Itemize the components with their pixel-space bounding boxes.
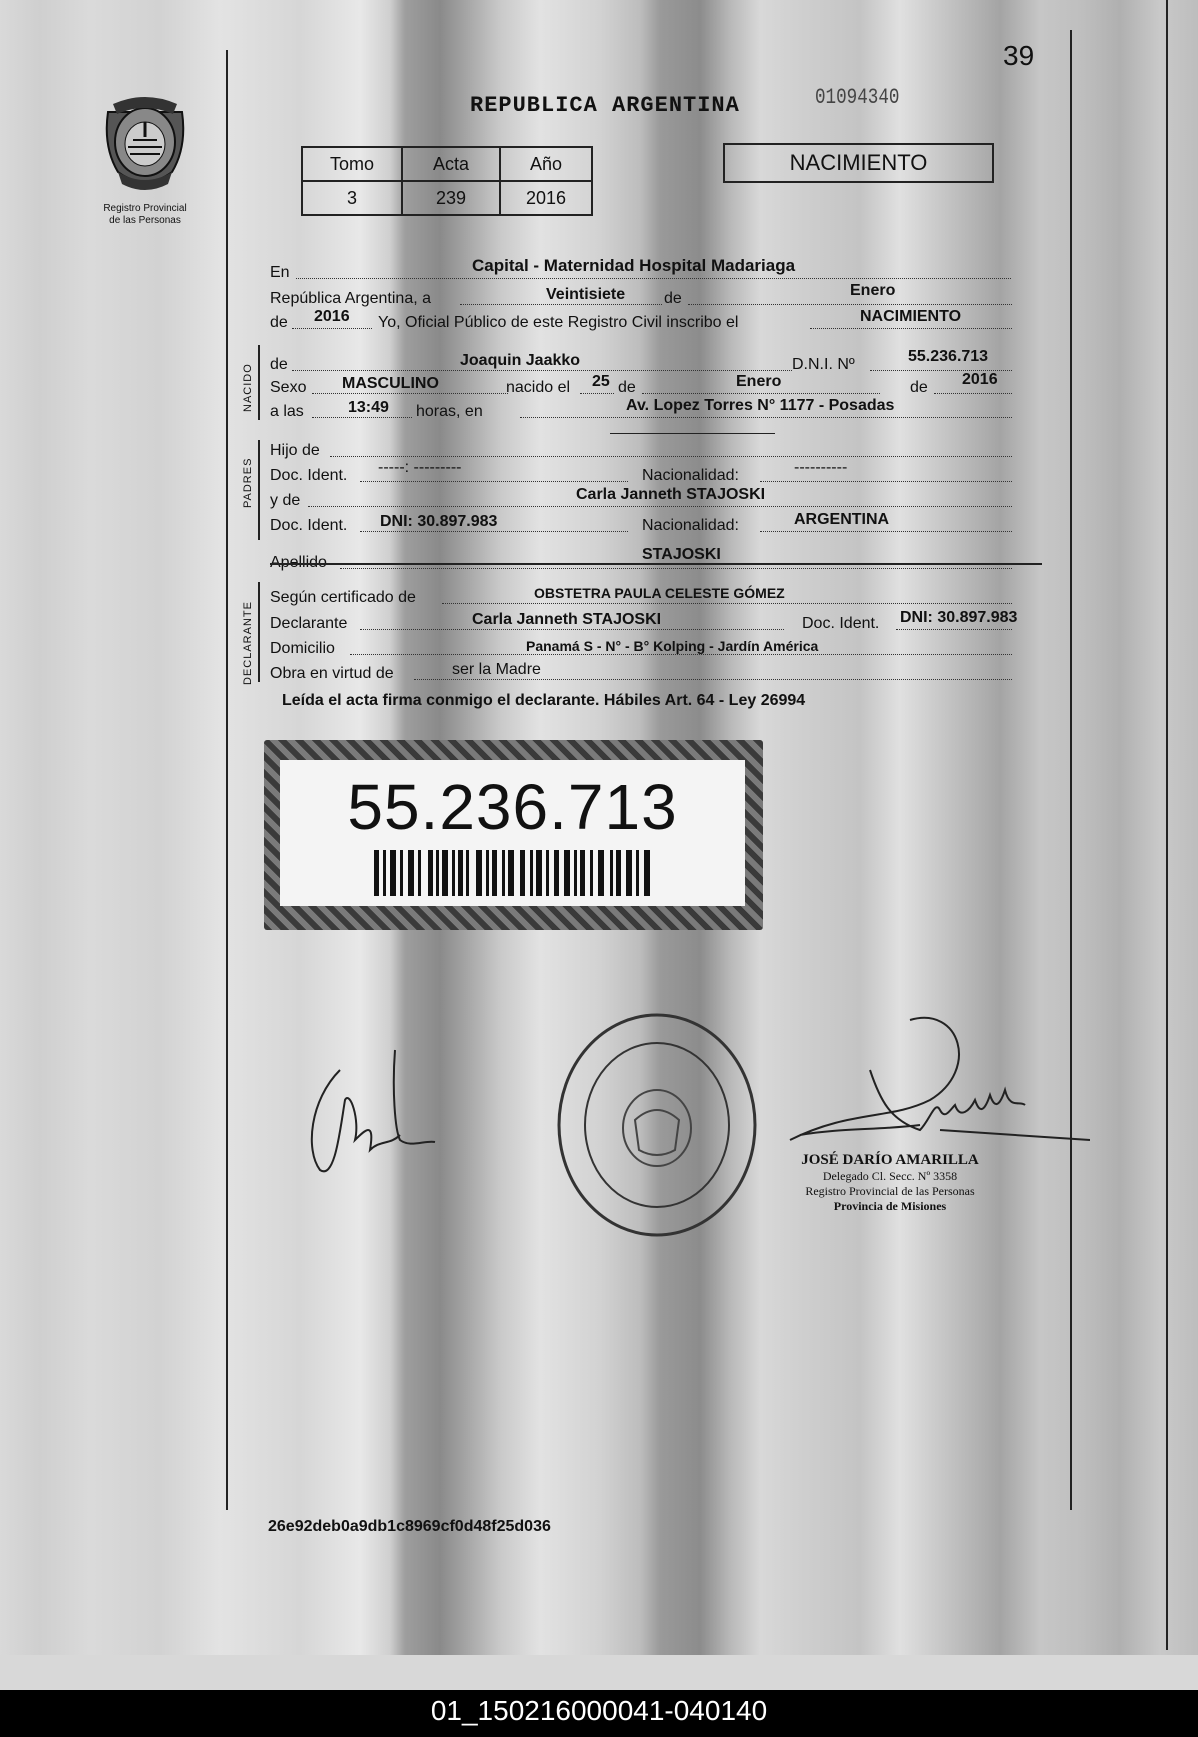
label-nacionalidad: Nacionalidad: [642,467,739,484]
document-hash: 26e92deb0a9db1c8969cf0d48f25d036 [268,1518,551,1535]
value-sexo: MASCULINO [342,375,439,392]
label-y-de: y de [270,492,301,509]
value-apellido: STAJOSKI [642,546,721,563]
label-oficial: Yo, Oficial Público de este Registro Civil inscribo el [378,314,739,331]
label-certificado: Según certificado de [270,589,416,606]
value-child-dni: 55.236.713 [908,348,989,365]
label-nacionalidad: Nacionalidad: [642,517,739,534]
label-doc-ident: Doc. Ident. [802,615,880,632]
registry-table [301,146,593,216]
line-obra [270,661,1040,683]
section-label-padres: PADRES [242,457,254,508]
section-bar-declarante [258,582,260,682]
value-birth-year: 2016 [962,371,998,388]
barcode-number: 55.236.713 [347,771,678,843]
line-certificado [270,585,1040,607]
value-child-name: Joaquin Jaakko [460,352,581,369]
table-value-acta: 239 [402,181,500,215]
label-horas-en: horas, en [416,403,483,420]
dotted-line [360,629,784,630]
dotted-line [308,506,1012,507]
label-domicilio: Domicilio [270,640,335,657]
line-father-doc [270,459,1040,485]
dotted-line [360,481,628,482]
value-month: Enero [850,282,896,299]
label-sexo: Sexo [270,379,307,396]
officer-province: Provincia de Misiones [833,1199,947,1213]
value-declarante-doc: DNI: 30.897.983 [900,609,1018,626]
dotted-line [442,603,1012,604]
label-de: de [910,379,928,396]
line-domicilio [270,636,1040,658]
line-mother-doc [270,513,1040,535]
value-mother-doc: DNI: 30.897.983 [380,513,498,530]
label-obra: Obra en virtud de [270,665,394,682]
value-place-of-record: Capital - Maternidad Hospital Madariaga [472,256,796,275]
line-apellido [270,546,1040,572]
line-hijo-de [270,438,1040,460]
value-birth-place: Av. Lopez Torres N° 1177 - Posadas [626,397,895,414]
section-bar-padres [258,440,260,540]
label-nacido-el: nacido el [506,379,571,396]
barcode-icon [374,850,654,896]
dotted-line [642,393,880,394]
value-domicilio: Panamá S - N° - B° Kolping - Jardín América [526,638,819,654]
label-de: de [618,379,636,396]
label-a-las: a las [270,403,304,420]
line-y-de [270,488,1040,510]
right-margin-rule [1070,30,1072,1510]
misiones-emblem-icon [98,92,192,192]
signature-left [300,1030,440,1180]
value-mother-nationality: ARGENTINA [794,511,890,528]
value-father-doc: -----: --------- [378,459,462,476]
dotted-line [520,417,1012,418]
left-margin-rule [226,50,228,1510]
dotted-line [296,278,1011,279]
dotted-line [688,304,1012,305]
table-header-acta: Acta [402,147,500,181]
line-en [270,256,1040,282]
line-nacido-nombre [270,348,1040,374]
line-republica [270,282,1040,308]
value-day-words: Veintisiete [546,286,626,303]
apellido-rule [270,563,1042,565]
legal-text: Leída el acta firma conmigo el declarante. Hábiles Art. 64 - Ley 26994 [282,692,806,709]
file-identifier: 01_150216000041-040140 [430,1695,768,1726]
label-hijo-de: Hijo de [270,442,320,459]
page-number: 39 [1003,40,1035,71]
value-declarante: Carla Janneth STAJOSKI [472,611,662,628]
label-en: En [270,264,290,281]
dotted-line [360,531,628,532]
dotted-line [810,328,1012,329]
dotted-line [340,568,1012,569]
label-de: de [270,314,288,331]
table-header-tomo: Tomo [302,147,402,181]
dotted-line [292,328,372,329]
record-type-box: NACIMIENTO [723,143,994,183]
line-nacido-hora [270,399,1040,421]
next-page-strip [0,1655,1198,1690]
officer-title: Delegado Cl. Secc. Nº 3358 [822,1169,958,1183]
officer-block [770,1152,1010,1214]
officer-office: Registro Provincial de las Personas [805,1184,975,1198]
dotted-line [896,629,1012,630]
value-birth-hour: 13:49 [348,399,389,416]
value-inscribe: NACIMIENTO [860,308,962,325]
dotted-line [580,393,614,394]
dotted-line [330,456,1012,457]
table-value-tomo: 3 [302,181,402,215]
label-de: de [270,356,288,373]
value-birth-month: Enero [736,373,782,390]
barcode-label [280,760,745,906]
value-father-nationality: ---------- [794,459,848,476]
dotted-line [460,304,662,305]
line-nacido-sexo [270,371,1040,397]
label-doc-ident: Doc. Ident. [270,467,348,484]
dotted-line [312,417,412,418]
logo-caption [88,203,202,227]
value-obra: ser la Madre [452,661,541,678]
page-edge-rule [1166,0,1168,1650]
dotted-line [350,654,1012,655]
label-republica: República Argentina, a [270,290,431,307]
logo-caption-line1: Registro Provincial [103,203,187,214]
dotted-line [760,481,1012,482]
official-seal-icon [555,1010,760,1240]
dotted-line [760,531,1012,532]
section-label-nacido: NACIDO [242,363,254,412]
dotted-line [934,393,1012,394]
blank-father-line [610,433,775,434]
label-dni: D.N.I. Nº [792,356,855,373]
label-de: de [664,290,682,307]
officer-name: JOSÉ DARÍO AMARILLA [801,1152,979,1168]
dotted-line [312,393,508,394]
logo-caption-line2: de las Personas [109,215,181,226]
document-title: REPUBLICA ARGENTINA [470,93,740,118]
label-doc-ident: Doc. Ident. [270,517,348,534]
dotted-line [414,679,1012,680]
section-label-declarante: DECLARANTE [242,601,254,685]
value-mother-name: Carla Janneth STAJOSKI [576,486,766,503]
value-certificado: OBSTETRA PAULA CELESTE GÓMEZ [534,585,785,601]
table-header-anio: Año [500,147,592,181]
label-declarante: Declarante [270,615,348,632]
value-birth-day: 25 [592,373,610,390]
section-bar-nacido [258,345,260,420]
line-declarante [270,611,1040,633]
dotted-line [292,370,792,371]
serial-number: 01094340 [815,85,900,110]
line-oficial [270,310,1040,332]
table-value-anio: 2016 [500,181,592,215]
value-year: 2016 [314,308,350,325]
